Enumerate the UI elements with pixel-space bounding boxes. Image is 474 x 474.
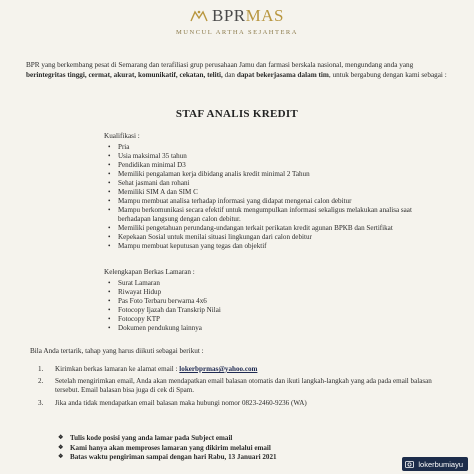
list-item: • Pria [104,143,434,152]
step-number: 3. [38,398,44,407]
list-item: • Memiliki SIM A dan SIM C [104,188,434,197]
note-item: ❖ Batas waktu pengiriman sampai dengan hari Rabu, 13 Januari 2021 [56,453,436,463]
list-item: • Sehat jasmani dan rohani [104,179,434,188]
camera-icon [405,460,414,468]
notes-list [56,434,436,463]
logo-mark-icon [190,9,208,23]
qualifications-list [104,143,434,251]
step-number: 2. [38,377,44,386]
steps-list [38,365,438,411]
list-item: • Fotocopy Ijazah dan Transkrip Nilai [104,306,434,315]
step-text: Jika anda tidak mendapatkan email balasan maka hubungi nomor 0823-2460-9236 (WA) [55,398,307,407]
list-item: • Mampu berkomunikasi secara efektif untuk mengumpulkan informasi sekaligus melakukan analisa saat berhadapan langsung dengan calon debitur. [104,206,434,224]
watermark-text: lokerbumiayu [418,459,463,469]
step-text: Kirimkan berkas lamaran ke alamat email : [55,365,180,373]
list-item: • Memiliki pengetahuan perundang-undangan terkait perikatan kredit agunan BPKB dan Sertifikat [104,224,434,233]
list-item: • Mampu membuat keputusan yang tegas dan objektif [104,242,434,251]
header [0,6,474,36]
note-item: ❖ Kami hanya akan memproses lamaran yang dikirim melalui email [56,444,436,454]
logo [190,6,284,26]
documents-label: Kelengkapan Berkas Lamaran : [104,268,195,276]
list-item: • Mampu membuat analisa terhadap informasi yang didapat mengenai calon debitur [104,197,434,206]
note-item: ❖ Tulis kode posisi yang anda lamar pada Subject email [56,434,436,444]
list-item: • Memiliki pengalaman kerja dibidang analis kredit minimal 2 Tahun [104,170,434,179]
intro-paragraph: BPR yang berkembang pesat di Semarang dan terafiliasi grup perusahaan Jamu dan farmasi berskala nasional, mengundang anda yang berintegritas tinggi, cermat, akurat, komunikatif, cekatan, teliti, dan dapat bekerjasama dalam tim, untuk bergabung dengan kami sebagai : [26,61,447,79]
watermark-badge [402,457,468,471]
list-item: • Surat Lamaran [104,279,434,288]
list-item: • Pas Foto Terbaru berwarna 4x6 [104,297,434,306]
step-item [38,377,438,395]
list-item: • Dokumen pendukung lainnya [104,324,434,333]
step-item [38,399,438,408]
brand-name: BPRMAS [212,6,284,25]
list-item: • Riwayat Hidup [104,288,434,297]
brand-tagline: MUNCUL ARTHA SEJAHTERA [176,29,298,36]
list-item: • Pendidikan minimal D3 [104,161,434,170]
step-item [38,365,438,374]
qualifications-label: Kualifikasi : [104,132,140,140]
position-title: STAF ANALIS KREDIT [175,108,299,120]
email-link[interactable]: lokerbprmas@yahoo.com [179,365,258,373]
step-number: 1. [38,365,44,373]
documents-list [104,279,434,333]
list-item: • Fotocopy KTP [104,315,434,324]
list-item: • Usia maksimal 35 tahun [104,152,434,161]
step-text: Setelah mengirimkan email, Anda akan mendapatkan email balasan otomatis dan ikuti langkah-langkah yang ada pada email balasan tersebut. Email balasan bisa juga di cek di Spam. [55,377,432,395]
list-item: • Kepekaan Sosial untuk menilai situasi lingkungan dari calon debitur [104,233,434,242]
closing-text: Bila Anda tertarik, tahap yang harus diikuti sebagai berikut : [30,347,204,355]
